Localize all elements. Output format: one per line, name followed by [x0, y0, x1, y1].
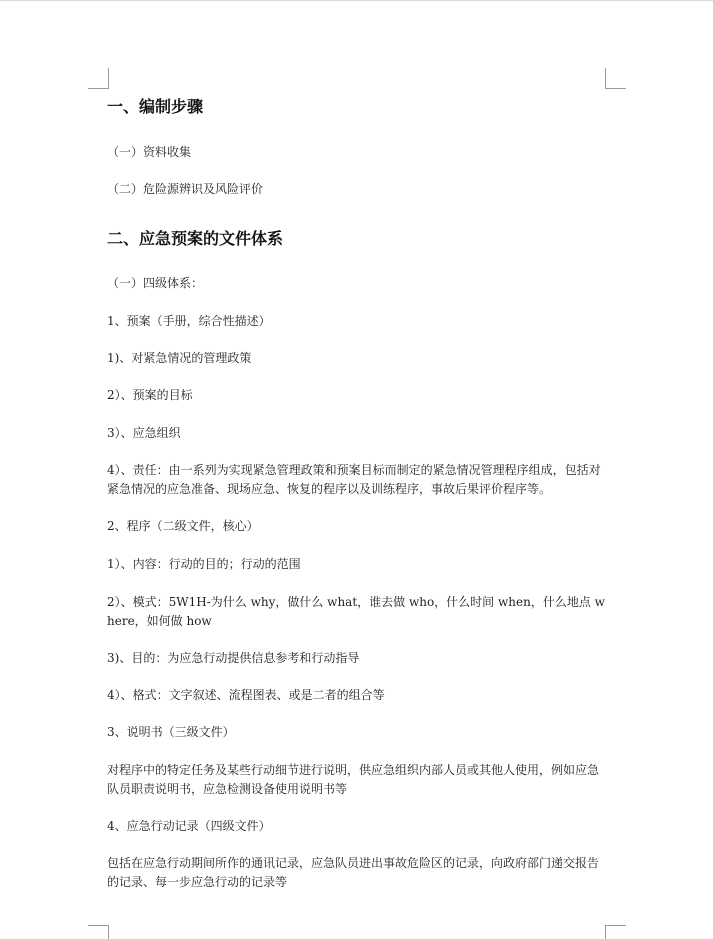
paragraph: 1)、对紧急情况的管理政策	[107, 351, 252, 365]
paragraph: 1）、内容：行动的目的；行动的范围	[107, 557, 301, 571]
paragraph: 3）、应急组织	[107, 426, 181, 440]
paragraph: 3)、目的：为应急行动提供信息参考和行动指导	[107, 651, 360, 665]
paragraph: 4）、格式：文字叙述、流程图表、或是二者的组合等	[107, 688, 385, 702]
paragraph: （一）资料收集	[107, 145, 192, 159]
paragraph: 对程序中的特定任务及某些行动细节进行说明，供应急组织内部人员或其他人使用，例如应急队员职责说明书，应急检测设备使用说明书等	[107, 763, 600, 796]
paragraph: 2）、预案的目标	[107, 388, 193, 402]
paragraph: （一）四级体系：	[107, 276, 204, 290]
paragraph: 2）、模式：5W1H-为什么 why，做什么 what，谁去做 who，什么时间 when，什么地点 where，如何做 how	[107, 595, 605, 628]
paragraph: 4）、责任：由一系列为实现紧急管理政策和预案目标而制定的紧急情况管理程序组成，包括对紧急情况的应急准备、现场应急、恢复的程序以及训练程序，事故后果评价程序等。	[107, 463, 601, 496]
section-heading: 二、应急预案的文件体系	[107, 229, 284, 248]
paragraph: 3、说明书（三级文件）	[107, 725, 235, 739]
section-heading: 一、编制步骤	[107, 97, 204, 116]
paragraph: （二）危险源辨识及风险评价	[107, 182, 264, 196]
paragraph: 1、预案（手册，综合性描述）	[107, 314, 271, 328]
margin-mark-top-right	[605, 68, 626, 89]
paragraph: 4、应急行动记录（四级文件）	[107, 819, 271, 833]
margin-mark-top-left	[88, 68, 109, 89]
paragraph: 包括在应急行动期间所作的通讯记录，应急队员进出事故危险区的记录，向政府部门递交报告的记录、每一步应急行动的记录等	[107, 856, 600, 889]
paragraph: 2、程序（二级文件，核心）	[107, 519, 259, 533]
